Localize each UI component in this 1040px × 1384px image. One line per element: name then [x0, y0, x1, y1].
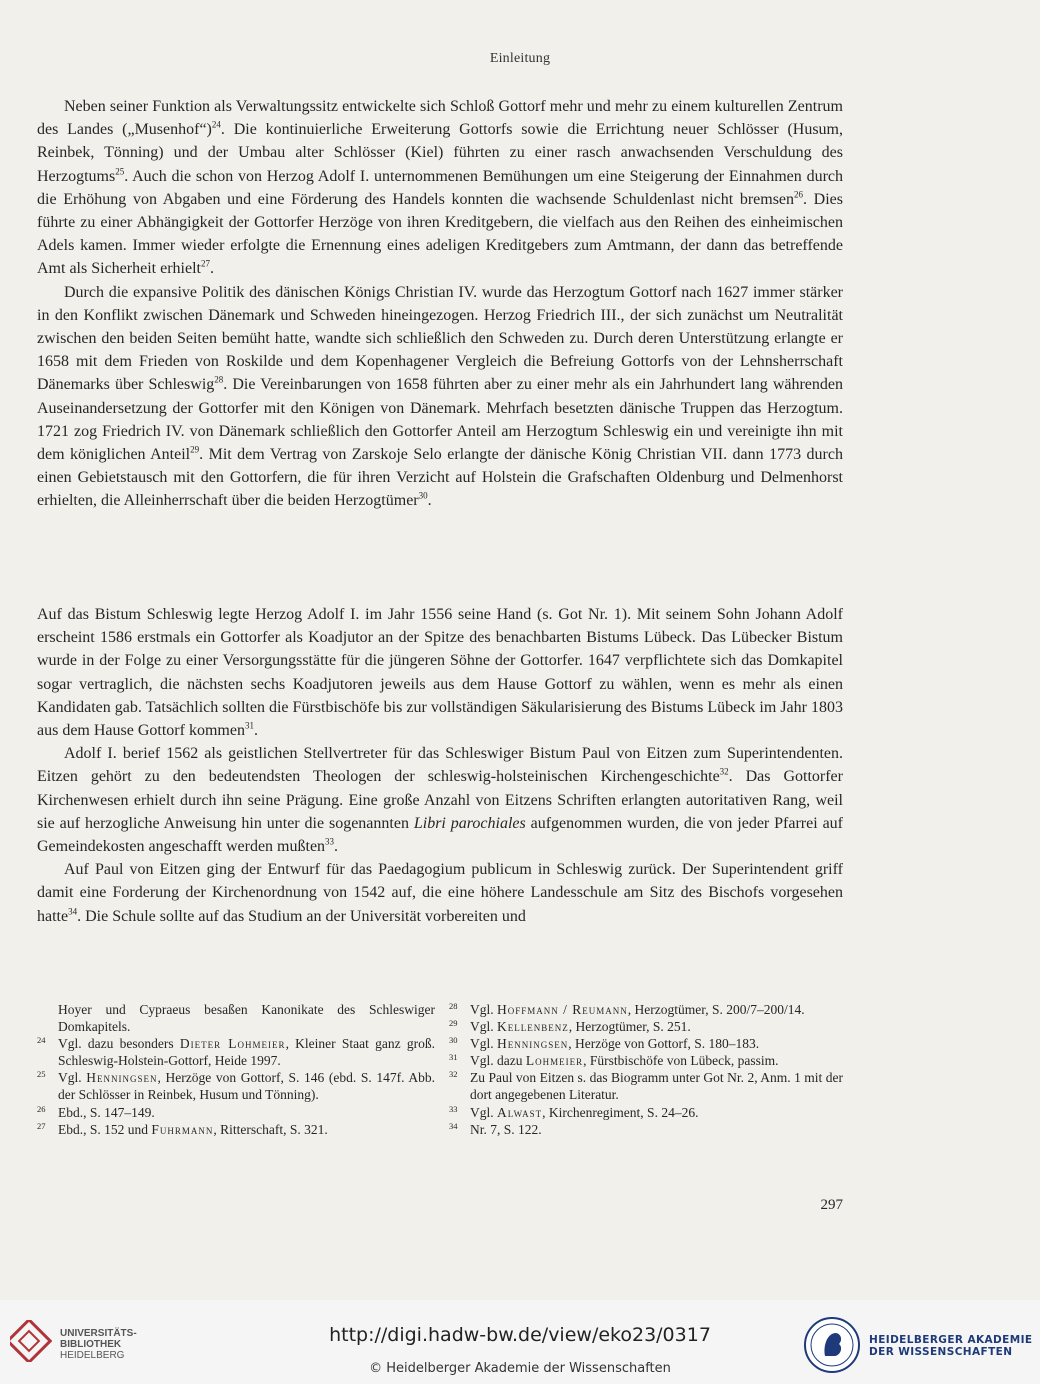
footnote-ref: 33: [325, 836, 335, 847]
text-run: , Herzogtümer, S. 200/7–200/14.: [627, 1002, 805, 1017]
author-name: Lohmeier: [525, 1053, 584, 1069]
footnote-ref: 30: [418, 491, 428, 502]
footnote-number: 28: [449, 1001, 458, 1011]
text-run: Durch die expansive Politik des dänischen Königs Christian IV. wurde das Herzogtum Gottorf nach 1627 immer stärker in den Konflikt zwischen Dänemark und Schweden hineingezogen. Herzog Friedrich III., der sich zunächst um Neutralität zwischen den beiden Seiten bemüht hatte, wandte sich schließlich den Schweden zu. Durch deren Unterstützung erlangte er 1658 mit dem Frieden von Roskilde und dem Kopenhagener Vergleich die Befreiung Gottorfs von der Lehnsherrschaft Dänemarks über Schleswig: [37, 283, 843, 394]
main-text-section-1: [37, 95, 843, 513]
paragraph: [37, 742, 843, 858]
footnote-number: 30: [449, 1035, 458, 1046]
text-run: , Kleiner Staat ganz groß. Schleswig-Holstein-Gottorf, Heide 1997.: [58, 1036, 435, 1069]
text-run: , Kirchenregiment, S. 24–26.: [542, 1104, 699, 1120]
footnote: [449, 1121, 843, 1138]
footnote: [37, 1035, 435, 1069]
main-text-section-2: [37, 603, 843, 928]
text-run: , Herzöge von Gottorf, S. 146 (ebd. S. 147f. Abb. der Schlösser in Reinbek, Husum und Tönning).: [58, 1070, 436, 1103]
footnotes-left-column: [37, 1001, 435, 1138]
author-name: Henningsen: [497, 1036, 569, 1052]
author-name: Dieter Lohmeier: [179, 1036, 286, 1052]
footnote: [37, 1104, 435, 1121]
footnote-number: 26: [37, 1103, 46, 1114]
footnote: [449, 1001, 843, 1018]
footnote: [37, 1001, 435, 1035]
text-run: . Auch die schon von Herzog Adolf I. unternommenen Bemühungen um eine Steigerung der Einnahmen durch die Erhöhung von Abgaben und eine Förderung des Handels konnten die wachsende Schuldenlast nicht bremsen: [37, 167, 843, 208]
text-run: , Herzogtümer, S. 251.: [568, 1019, 691, 1035]
footnote: [449, 1069, 843, 1103]
text-run: Adolf I. berief 1562 als geistlichen Stellvertreter für das Schleswiger Bistum Paul von Eitzen zum Superintendenten. Eitzen gehört zu den bedeutendsten Theologen der schleswig-holsteinischen Kirchengeschichte: [37, 745, 843, 786]
footnote: [449, 1104, 843, 1121]
text-run: .: [427, 492, 432, 510]
footnote-ref: 32: [719, 767, 729, 778]
footnote-ref: 25: [115, 166, 125, 177]
footnote: [449, 1052, 843, 1069]
text-run: .: [209, 260, 214, 278]
paragraph: [37, 281, 843, 513]
text-run: Neben seiner Funktion als Verwaltungssitz entwickelte sich Schloß Gottorf mehr und mehr zu einem kulturellen Zentrum des Landes („Musenhof“): [37, 98, 843, 139]
footnote-ref: 24: [211, 119, 221, 130]
text-run: Vgl.: [470, 1104, 497, 1120]
text-run: Vgl.: [470, 1036, 497, 1052]
footnote-number: 32: [449, 1069, 458, 1080]
university-library-name: UNIVERSITÄTS- BIBLIOTHEK HEIDELBERG: [60, 1328, 137, 1361]
text-run: Auf das Bistum Schleswig legte Herzog Adolf I. im Jahr 1556 seine Hand (s. Got Nr. 1). Mit seinem Sohn Johann Adolf erscheint 1586 erstmals ein Gottorfer als Koadjutor an der Spitze des benachbarten Bistums Lübeck. Das Lübecker Bistum wurde in der Folge zu einer Versorgungsstätte für die jüngeren Söhne der Gottorfer. 1647 verpflichtete sich das Domkapitel sogar vertraglich, die nächsten sechs Koadjutoren jeweils aus dem Hause Gottorf zu wählen, wenn es mehr als einen Kandidaten gab. Tatsächlich sollten die Fürstbischöfe bis zur vollständigen Säkularisierung des Bistums Lübeck im Jahr 1803 aus dem Hause Gottorf kommen: [37, 606, 843, 740]
footnotes-right-column: [449, 1001, 843, 1138]
author-name: Kellenbenz: [497, 1019, 569, 1035]
footnote-ref: 29: [190, 444, 200, 455]
text-run: Vgl.: [58, 1070, 87, 1086]
text-run: Vgl. dazu: [470, 1053, 526, 1069]
copyright-notice: © Heidelberger Akademie der Wissenschaften: [369, 1361, 671, 1376]
footnote-ref: 34: [68, 906, 78, 917]
text-run: Hoyer und Cypraeus besaßen Kanonikate des Schleswiger Domkapitels.: [58, 1002, 435, 1035]
text-run: Vgl. dazu besonders: [58, 1036, 180, 1052]
author-name: Henningsen: [86, 1070, 158, 1086]
footnote-ref: 26: [794, 189, 804, 200]
text-run: Auf Paul von Eitzen ging der Entwurf für das Paedagogium publicum in Schleswig zurück. Der Superintendent griff damit eine Forderung der Kirchenordnung von 1542 auf, die eine höhere Landesschule am Sitz des Bischofs vorgesehen hatte: [37, 861, 843, 925]
footnote-number: 34: [449, 1120, 458, 1131]
viewer-footer: [0, 1300, 1040, 1384]
paragraph: [37, 95, 843, 281]
footnote-number: 25: [37, 1069, 46, 1080]
text-run: . Die kontinuierliche Erweiterung Gottorfs sowie die Errichtung neuer Schlösser (Husum, Reinbek, Tönning) und der Umbau alter Schlösser (Kiel) führten zu einer rasch anwachsenden Verschuldung des Herzogtums: [37, 121, 844, 185]
text-run: . Mit dem Vertrag von Zarskoje Selo erlangte der dänische König Christian VII. dann 1773 durch einen Gebietstausch mit den Gottorfern, die für ihren Verzicht auf Holstein die Grafschaften Oldenburg und Delmenhorst erhielten, die Alleinherrschaft über die beiden Herzogtümer: [37, 446, 843, 510]
footnote-number: 27: [37, 1120, 46, 1131]
footnote-number: 33: [449, 1103, 458, 1114]
text-run: .: [334, 838, 339, 856]
paragraph: [37, 858, 843, 928]
text-run: , Ritterschaft, S. 321.: [213, 1121, 328, 1137]
text-run: . Die Vereinbarungen von 1658 führten aber zu einer mehr als ein Jahrhundert lang währenden Auseinandersetzung der Gottorfer mit den Königen von Dänemark. Mehrfach besetzten dänische Truppen das Herzogtum. 1721 zog Friedrich IV. von Dänemark schließlich den Gottorfer Anteil am Herzogtum Schleswig ein und vereinigte ihn mit dem königlichen Anteil: [37, 376, 844, 464]
footnote: [449, 1035, 843, 1052]
text-run: Vgl.: [470, 1019, 497, 1035]
academy-name: HEIDELBERGER AKADEMIE DER WISSENSCHAFTEN: [869, 1334, 1033, 1358]
footnote-ref: 28: [214, 375, 224, 386]
footnote-number: 29: [449, 1018, 458, 1029]
text-run: .: [253, 722, 258, 740]
author-name: Fuhrmann: [151, 1121, 214, 1137]
footnote: [37, 1069, 435, 1103]
text-run: , Herzöge von Gottorf, S. 180–183.: [568, 1036, 760, 1052]
text-run: . Dies führte zu einer Abhängigkeit der Gottorfer Herzöge von ihren Kreditgebern, die vielfach aus den Reihen des einheimischen Adels kamen. Immer wieder erfolgte die Ernennung eines adeligen Kreditgebers zum Amtmann, der dann das betreffende Amt als Sicherheit erhielt: [37, 190, 843, 278]
text-run: Zu Paul von Eitzen s. das Biogramm unter Got Nr. 2, Anm. 1 mit der dort angegebenen Literatur.: [470, 1070, 843, 1103]
author-name: Hoffmann / Reumann: [497, 1002, 628, 1017]
author-name: Alwast: [497, 1104, 543, 1120]
text-run: . Das Gottorfer Kirchenwesen erhielt durch ihn seine Prägung. Eine große Anzahl von Eitzens Schriften erlangten autoritativen Rang, weil sie auf herzogliche Anweisung hin unter die sogenannten: [37, 768, 843, 832]
text-run: aufgenommen wurden, die von jeder Pfarrei auf Gemeindekosten angeschafft werden mußten: [37, 814, 844, 856]
footnote: [37, 1121, 435, 1138]
text-run: , Fürstbischöfe von Lübeck, passim.: [583, 1053, 779, 1069]
italic-text: Libri parochiales: [413, 814, 526, 832]
footnote-number: 31: [449, 1052, 458, 1063]
footnote-ref: 27: [200, 259, 210, 270]
paragraph: [37, 603, 843, 742]
permalink-url[interactable]: http://digi.hadw-bw.de/view/eko23/0317: [329, 1324, 711, 1346]
footnote: [449, 1018, 843, 1035]
academy-seal-icon: [803, 1316, 861, 1374]
footnote-ref: 31: [244, 720, 254, 731]
text-run: Ebd., S. 152 und: [58, 1121, 152, 1137]
page-number: 297: [820, 1197, 843, 1213]
text-run: Ebd., S. 147–149.: [58, 1104, 155, 1120]
text-run: . Die Schule sollte auf das Studium an der Universität vorbereiten und: [77, 907, 526, 925]
text-run: Nr. 7, S. 122.: [470, 1121, 542, 1137]
text-run: Vgl.: [470, 1002, 497, 1017]
footnote-number: 24: [37, 1035, 46, 1046]
running-header: Einleitung: [489, 51, 551, 66]
